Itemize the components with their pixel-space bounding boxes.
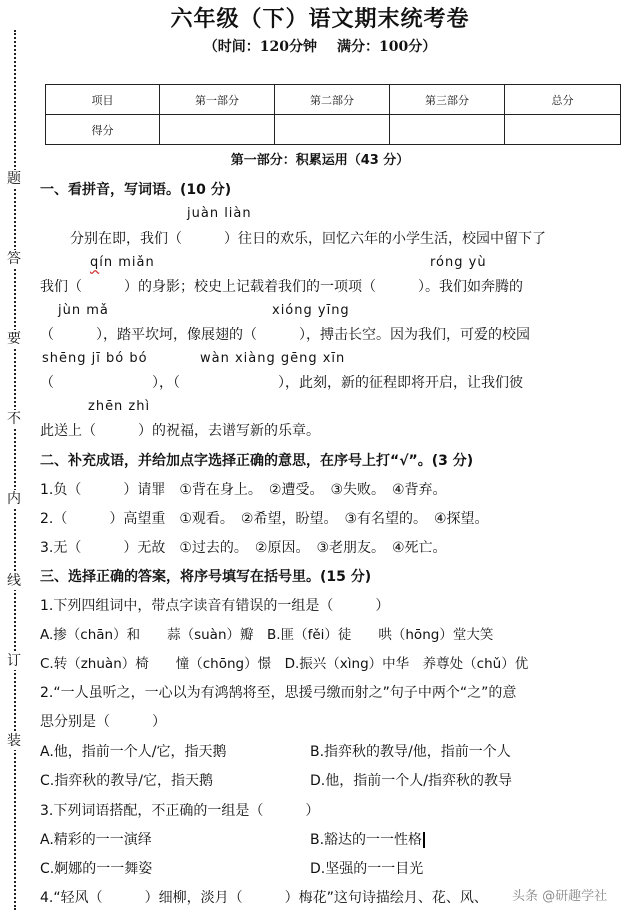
margin-label: 线 [7, 573, 21, 589]
q2-item: 3.无（ ）无故 ①过去的。 ②原因。 ③老朋友。 ④死亡。 [40, 540, 447, 556]
q3-heading: 三、选择正确的答案，将序号填写在括号里。(15 分) [40, 569, 372, 585]
q1-pinyin: juàn liàn [187, 206, 252, 221]
q2-heading: 二、补充成语，并给加点字选择正确的意思，在序号上打“√”。(3 分) [40, 453, 474, 469]
part1-title: 第一部分：积累运用（43 分） [230, 153, 410, 168]
q3-option: C.指弈秋的教导/它，指天鹅 [40, 773, 213, 789]
q3-sub-question: 2.“一人虽听之，一心以为有鸿鹄将至，思援弓缴而射之”句子中两个“之”的意 [40, 685, 517, 701]
exam-title: 六年级（下）语文期末统考卷 [170, 6, 470, 32]
score-cell[interactable] [275, 115, 390, 145]
q1-pinyin: zhēn zhì [88, 399, 151, 414]
q2-item: 2.（ ）高望重 ①观看。 ②希望，盼望。 ③有名望的。 ④探望。 [40, 511, 489, 527]
score-table-header-row [46, 85, 621, 115]
q1-text-line: （ ），踏平坎坷，像展翅的（ ），搏击长空。因为我们，可爱的校园 [40, 327, 530, 343]
exam-time: （时间：120分钟 [203, 39, 317, 55]
text-cursor [423, 832, 425, 848]
q3-option: D.他，指前一个人/指弈秋的教导 [310, 773, 512, 789]
q3-option-text: B.豁达的一一性格 [310, 832, 423, 848]
q1-pinyin: jùn mǎ [58, 303, 109, 318]
q3-option[interactable] [310, 830, 425, 850]
q3-option-line: C.转（zhuàn）椅 憧（chōng）憬 D.振兴（xìng）中华 养尊处（chǔ）优 [40, 656, 529, 672]
margin-label: 订 [7, 653, 21, 669]
q1-text-line: 此送上（ ）的祝福，去谱写新的乐章。 [40, 423, 320, 439]
q2-item: 1.负（ ）请罪 ①背在身上。 ②遭受。 ③失败。 ④背弃。 [40, 482, 447, 498]
score-table-header: 总分 [505, 85, 621, 115]
exam-subtitle [0, 36, 640, 56]
score-table [45, 84, 621, 145]
q1-pinyin-rest: ín miǎn [99, 255, 155, 270]
q1-pinyin: wàn xiàng gēng xīn [200, 351, 346, 366]
score-table-header: 第一部分 [160, 85, 275, 115]
q1-text-line: 分别在即，我们（ ）往日的欢乐，回忆六年的小学生活，校园中留下了 [70, 231, 546, 247]
margin-label: 装 [7, 733, 21, 749]
q1-text-line: （ ），（ ），此刻，新的征程即将开启，让我们彼 [40, 375, 523, 391]
score-table-header: 项目 [46, 85, 160, 115]
spellcheck-underline: q [90, 255, 100, 270]
q3-sub-question: 3.下列词语搭配，不正确的一组是（ ） [40, 803, 320, 819]
q1-pinyin: xióng yīng [272, 303, 350, 318]
q3-option: A.他，指前一个人/它，指天鹅 [40, 744, 227, 760]
score-table-score-row [46, 115, 621, 145]
score-table-header: 第二部分 [275, 85, 390, 115]
q3-option: B.指弈秋的教导/他，指前一个人 [310, 744, 511, 760]
q1-pinyin: róng yù [430, 255, 487, 270]
margin-label: 题 [7, 171, 21, 187]
q3-option: C.婀娜的一一舞姿 [40, 861, 153, 877]
q3-option: D.坚强的一一目光 [310, 861, 424, 877]
q3-sub-question: 思分别是（ ） [40, 714, 166, 730]
exam-full-score: 满分：100分） [337, 39, 437, 55]
q3-option: A.精彩的一一演绎 [40, 832, 152, 848]
margin-label: 答 [7, 251, 21, 267]
score-row-label: 得分 [46, 115, 160, 145]
q3-sub-question: 4.“轻风（ ）细柳，淡月（ ）梅花”这句诗描绘月、花、风、 [40, 890, 488, 906]
q1-pinyin [90, 253, 155, 273]
q3-option-line: A.掺（chān）和 蒜（suàn）瓣 B.匪（fěi）徒 哄（hōng）堂大笑 [40, 627, 494, 643]
score-cell[interactable] [390, 115, 505, 145]
q1-pinyin: shēng jī bó bó [42, 351, 148, 366]
score-table-header: 第三部分 [390, 85, 505, 115]
score-cell[interactable] [505, 115, 621, 145]
margin-label: 要 [7, 331, 21, 347]
q1-text-line: 我们（ ）的身影；校史上记载着我们的一项项（ ）。我们如奔腾的 [40, 279, 523, 295]
margin-label: 不 [7, 411, 21, 427]
score-cell[interactable] [160, 115, 275, 145]
margin-label: 内 [7, 491, 21, 507]
q1-heading: 一、看拼音，写词语。(10 分) [40, 182, 232, 198]
q3-sub-question: 1.下列四组词中，带点字读音有错误的一组是（ ） [40, 598, 390, 614]
watermark: 头条 @研趣学社 [512, 885, 607, 904]
